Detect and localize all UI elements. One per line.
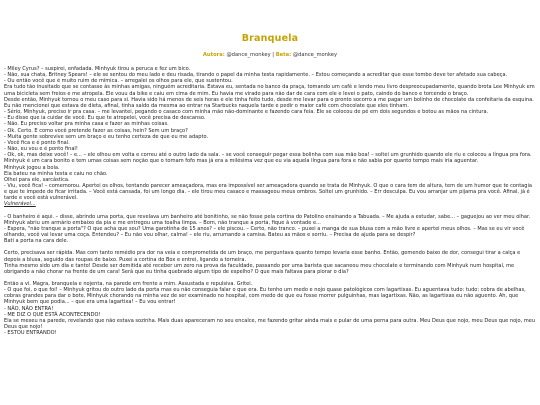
- story-paragraph: Ela se mexeu na parede, revelando que não estava sozinha. Mais duas apareceram no seu encalce, me fazendo gritar ainda mais e pular de uma perna para outra. Meu Deus que nojo, meu Deus que nojo, meu Deus que nojo!: [4, 317, 536, 331]
- story-paragraph: - Sério, Minhyuk, preciso ir pra casa. – me levantei, pegando o casaco com minha mão não-dominante e fazendo cara feia. Ele se colocou de pé em dois segundos e botou as mãos na cintura.: [4, 109, 489, 116]
- story-paragraph: - Espera, "não tranque a porta"? O que acha que sou? Uma garotinha de 15 anos? – ele piscou. – Certo, não tranco. – puxei a manga de sua blusa com a mão livre e apertei meus olhos. – Mas se eu vir você olhando, você vai levar uma coça. Entendeu? – Eu não vou olhar, calma! – ele riu, arrumando a camisa. Bateu as mãos e sorriu. – Precisa de ajuda para se despir?: [4, 225, 525, 239]
- beta-value: @dance_monkey: [291, 52, 338, 58]
- story-paragraph: - Miley Cyrus? – suspirei, enfadada. Minhyuk tirou a peruca e fez um bico.: [4, 66, 191, 72]
- story-paragraph: - NÃO, NÃO ENTRA!: [4, 305, 54, 312]
- story-paragraph: Era tudo tão inusitado que se contasse às minhas amigas, ninguém acreditaria. Estava eu, sentada no banco da praça, tomando um café e lendo meu livro despreocupadamente, quando brota Lee Minhyuk em uma bicicleta sem freios e me atropela. Ele vouu da bike e caiu em cima de mim. Eu havia me virado para não dar de cara com ele e levei o pato, caindo do banco e torcendo o braço.: [4, 84, 535, 97]
- story-paragraph: Ela bateu na minha testa e caiu no chão.: [4, 170, 108, 177]
- story-paragraph: - O que foi, o que foi! – Minhyuk gritou do outro lado da porta mas eu não conseguia falar o que era. Eu tenho um medo e nojo quase patológicos com lagartixas. Eu aguentava tudo: tudo: cobra de abelhas, cobras grandes para dar o bote, Minhyuk chorando na minha vez de ser examinado no hospital, com medo de que eu fosse morrer pulguinhas, mas lagartixas. Não, as lagartixas eu não aguento. Ah, que Minhyuk bem que podia... – que era uma lagartixa! – Eu vou entrar!: [4, 287, 526, 306]
- story-title: Branquela: [241, 33, 299, 44]
- story-paragraph: Então a vi. Magra, branquela e nojenta, na parede em frente a mim. Assustada e repulsiva. Gritei.: [4, 281, 253, 287]
- story-paragraph: - Não, eu vou e é ponto final!: [4, 146, 78, 153]
- author-label: Autora:: [202, 52, 225, 58]
- story-body: [4, 66, 536, 336]
- story-paragraph: Tinha mesmo sido um dia e tanto! Desde ser demitida até receber um zero na prova da faculdade, passando por uma barista que sacaneou meu chocolate e terminando com Minhyuk num hospital, me obrigando a não chorar na frente de um cara! Será que eu tinha quebrado algum tipo de espelho? O que mais faltava para piorar o dia?: [4, 262, 515, 275]
- story-paragraph: Olhei para ele, sarcástica.: [4, 176, 70, 183]
- story-paragraph: - Eu disse que ia cuidar de você. Eu que te atropelei, você precisa de descanso.: [4, 115, 206, 122]
- story-paragraph: - ME DIZ O QUE ESTÁ ACONTECENDO!: [4, 311, 101, 318]
- story-paragraph: - O banheiro é aqui. – disse, abrindo uma porta, que revelava um banheiro até bonitinho, se não fosse pela cortina do Patolino ensinando a Tabuada. – Me ajuda a estudar, sabe... – gaguejou ao ver meu olhar. Minhyuk abriu um armário embaixo da pia e me entregou uma toalha limpa. – Bom, não tranque a porta, fique à vontade e...: [4, 213, 531, 226]
- story-paragraph: Desde então, Minhyuk tornou o meu caso para si. Havia sido há menos de seis horas e ele tinha feito tudo, desde me levar para o pronto socorro a me pagar um bolinho de chocolate da confeitaria da esquina. Eu não mencionei que estava de dieta, afinal, tinha saído da mesma ao entrar na Starbucks naquela tarde e pedir o maior café com chocolate que eles tinham.: [4, 96, 534, 109]
- story-paragraph: - Você fica e é ponto final.: [4, 139, 70, 146]
- story-paragraph: Minhyuk jogou a bola.: [4, 164, 60, 171]
- story-paragraph: Bati a porta na cara dele.: [4, 238, 69, 245]
- story-paragraph: - Viu, você fica! – comemorou. Apertei os olhos, tentando parecer ameaçadora, mas era impossível ser ameaçadora quando se trata de Minhyuk. O que o cara tem de altura, tem de um humor que te contagia e que te impede de ficar irritada. – Você está cansada, foi um longo dia. – ele tirou meu casaco e massageou meus ombros. Soltei um grunhido. – Err desculpa. Eu vou arranjar um pijama pra você. Afinal, já é tarde e você está vulnerável.: [4, 182, 532, 202]
- story-paragraph: - Não, sua chata, Britney Spears! – ele se sentou do meu lado e deu risada, tirando o papel da minha testa rapidamente. – Estou começando a acreditar que esse tombo deve ter afetado sua cabeça.: [4, 72, 508, 79]
- beta-label: Beta:: [275, 52, 292, 58]
- story-paragraph: Certo, precisava ser rápida. Mas com tanto remédio pra dor na veia e comprometida de um braço, me perguntava quanto tempo levaria esse banho. Então, gemendo baixo de dor, consegui tirar a calça e depois a blusa, seguido das roupas de baixo. Puxei a cortina do Box e entrei, ligando a torneira.: [4, 250, 521, 263]
- author-value: @dance_monkey |: [224, 52, 276, 58]
- story-byline: [0, 52, 540, 58]
- story-paragraph: - Ok. Certo. E como você pretende fazer as coisas, hein? Sem um braço?: [4, 127, 188, 134]
- story-paragraph: - ESTOU ENTRANDO!: [4, 330, 57, 337]
- story-paragraph: - Ok, ok, mas deixe você! – e... – ele olhou em volta e correu até o outro lado da sala. – se você conseguir pegar essa bolinha com sua mão boa! – soltei um grunhido quando ele riu e colocou a língua pra fora. Minhyuk é um cara bonito e tem umas coisas sem noção que o tornam fofo mas já era a milésima vez que eu via aquela língua para fora e não sabia por quanto tempo mais iria aguentar.: [4, 152, 532, 165]
- story-paragraph: - Ou então você que é muito ruim de mímica. – arregalei os olhos para ele, que sustentou.: [4, 78, 233, 85]
- story-paragraph: - Não. Eu preciso voltar pra minha casa e fazer as minhas coisas.: [4, 121, 169, 128]
- story-paragraph: Vulnerável...: [4, 201, 36, 208]
- story-paragraph: - Muita gente sobrevive sem um braço e eu tenho certeza de que eu me adapto.: [4, 133, 209, 140]
